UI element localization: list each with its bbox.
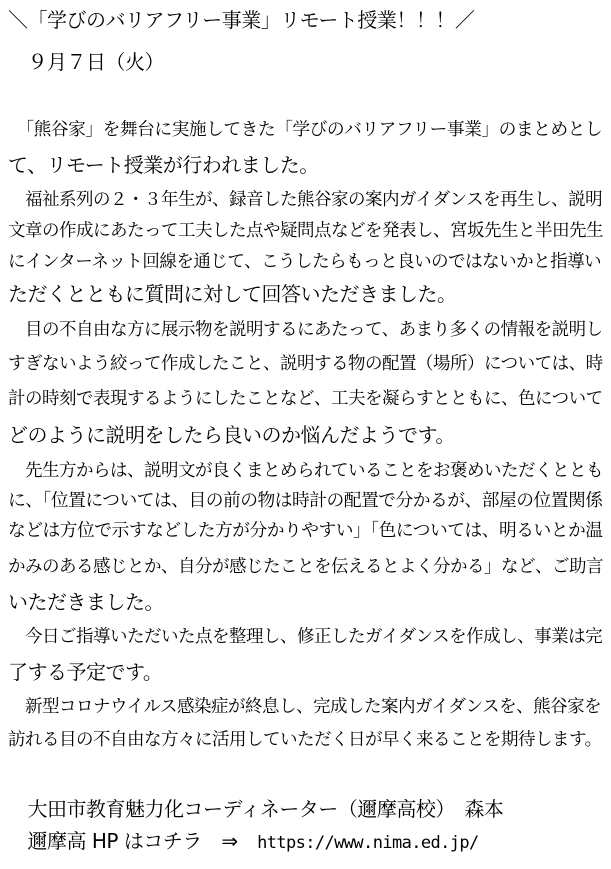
body-line: 文章の作成にあたって工夫した点や疑問点などを発表し、宮坂先生と半田先生 [8, 221, 603, 241]
document-date: ９月７日（火） [8, 50, 164, 74]
body-line: 計の時刻で表現するようにしたことなど、工夫を凝らすとともに、色について [8, 389, 603, 409]
homepage-line [8, 829, 605, 855]
body-line: 了する予定です。 [8, 660, 163, 684]
body-line: 「熊谷家」を舞台に実施してきた「学びのバリアフリー事業」のまとめとし [8, 120, 603, 140]
body-line: 先生方からは、説明文が良くまとめられていることをお褒めいただくととも [8, 461, 603, 481]
author-signature: 大田市教育魅力化コーディネーター（邇摩高校） 森本 [8, 797, 504, 821]
document-title: ＼「学びのバリアフリー事業」リモート授業！！！／ [8, 8, 475, 32]
body-line: 訪れる目の不自由な方々に活用していただく日が早く来ることを期待します。 [8, 730, 602, 750]
body-line: すぎないよう絞って作成したこと、説明する物の配置（場所）については、時 [8, 354, 603, 374]
body-line: かみのある感じとか、自分が感じたことを伝えるとよく分かる」など、ご助言 [8, 557, 603, 577]
homepage-label: 邇摩高 HP はコチラ ⇒ [8, 829, 258, 853]
body-line: などは方位で示すなどした方が分かりやすい」「色については、明るいとか温 [8, 521, 603, 541]
body-line: 福祉系列の２・３年生が、録音した熊谷家の案内ガイダンスを再生し、説明 [8, 190, 603, 210]
body-line: にインターネット回線を通じて、こうしたらもっと良いのではないかと指導い [8, 252, 602, 272]
body-line: 新型コロナウイルス感染症が終息し、完成した案内ガイダンスを、熊谷家を [8, 697, 602, 717]
body-line: いただきました。 [8, 590, 164, 614]
body-line: どのように説明をしたら良いのか悩んだようです。 [8, 423, 455, 447]
body-line: 今日ご指導いただいた点を整理し、修正したガイダンスを作成し、事業は完 [8, 627, 603, 647]
body-line: に、「位置については、目の前の物は時計の配置で分かるが、部屋の位置関係 [8, 491, 603, 511]
homepage-link[interactable]: https://www.nima.ed.jp/ [257, 833, 479, 853]
body-line: 目の不自由な方に展示物を説明するにあたって、あまり多くの情報を説明し [8, 320, 603, 340]
body-line: ただくとともに質問に対して回答いただきました。 [8, 282, 457, 306]
body-line: て、リモート授業が行われました。 [8, 153, 319, 177]
